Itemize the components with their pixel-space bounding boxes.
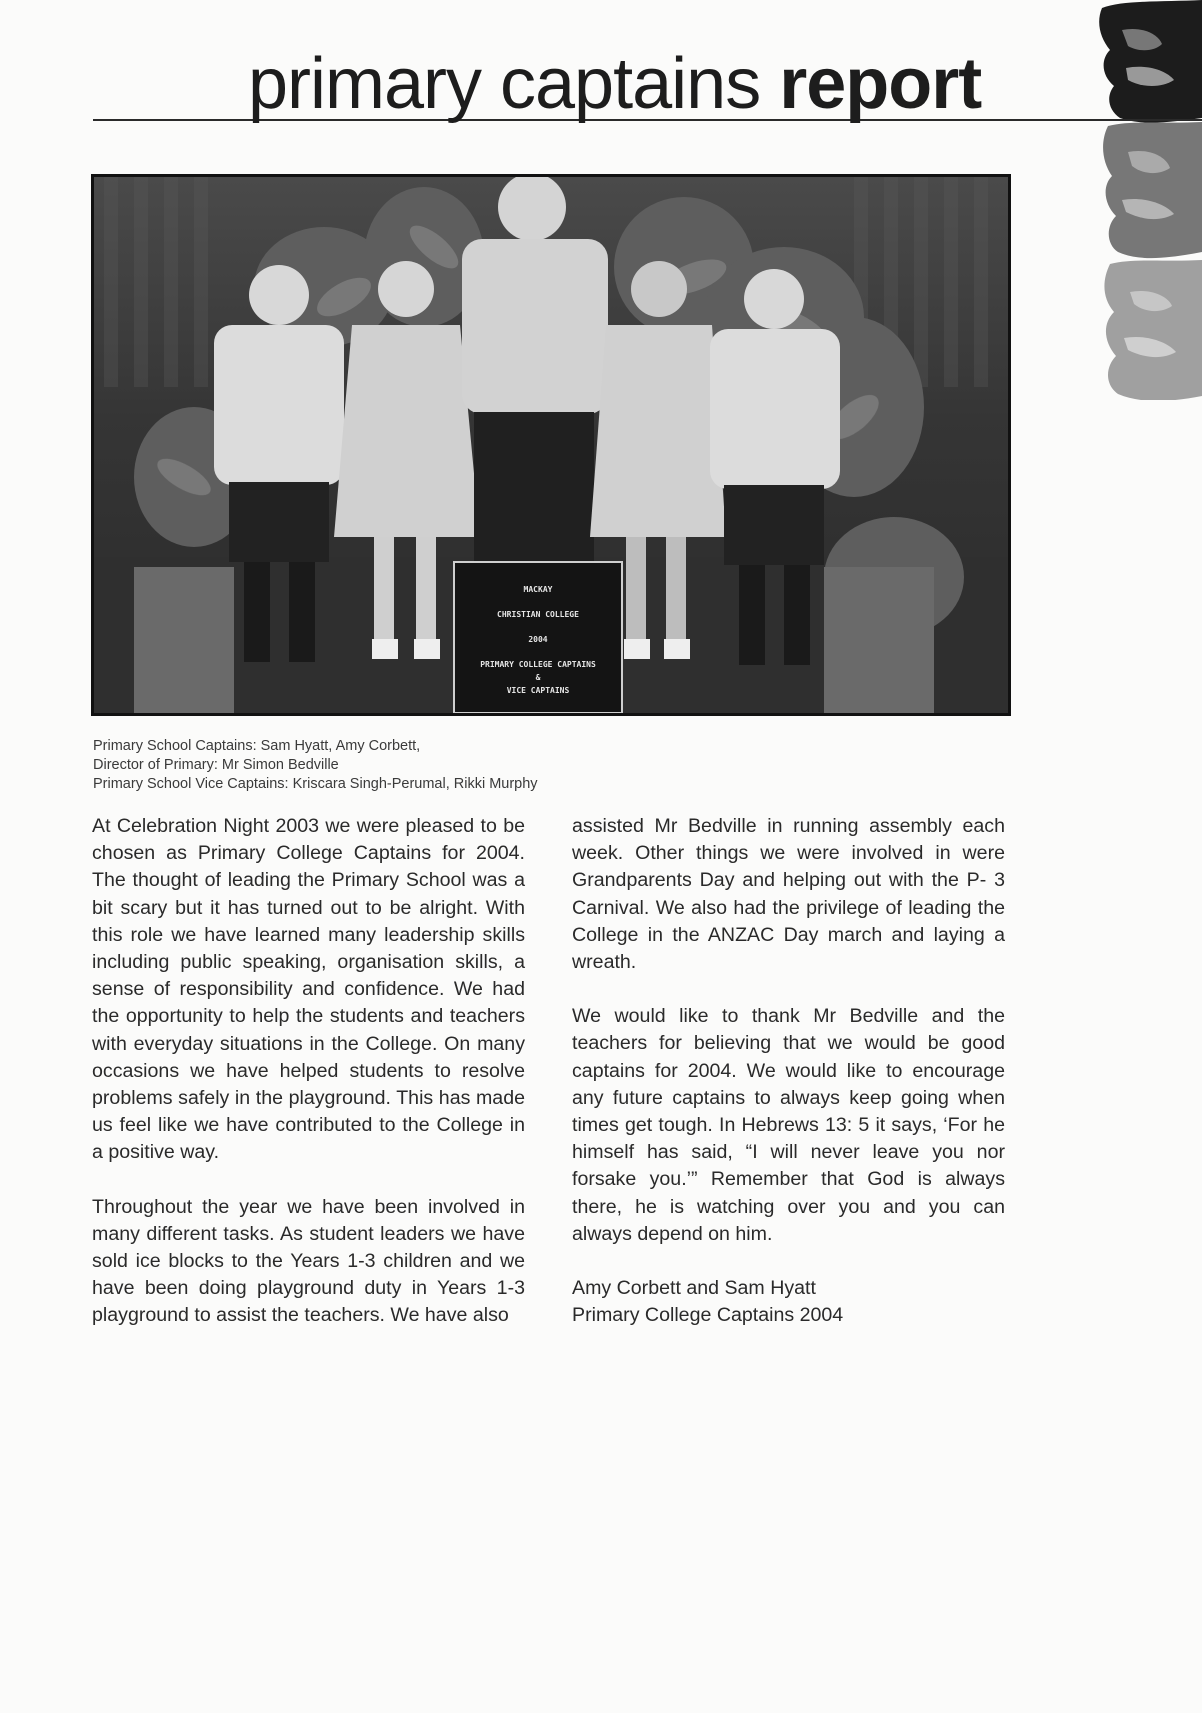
sign-line: MACKAY <box>523 585 553 594</box>
caption-line: Primary School Captains: Sam Hyatt, Amy Corbett, <box>93 738 421 754</box>
sign-line: PRIMARY COLLEGE CAPTAINS <box>480 660 596 669</box>
paragraph: We would like to thank Mr Bedville and the teachers for believing that we would be good captains for 2004. We would like to encourage any future captains to always keep going when times get tough. In Hebrews 13: 5 it says, ‘For he himself has said, “I will never leave you nor forsake you.’” Remember that God is always there, he is watching over you and you can always depend on him. <box>572 1005 1005 1245</box>
signoff-names: Amy Corbett and Sam Hyatt <box>572 1277 816 1300</box>
article-column-left <box>92 813 525 1357</box>
signoff-role: Primary College Captains 2004 <box>572 1304 844 1327</box>
sign-line: CHRISTIAN COLLEGE <box>497 610 579 619</box>
page-title <box>248 44 982 124</box>
paragraph: assisted Mr Bedville in running assembly each week. Other things we were involved in were Grandparents Day and helping out with the P- 3 Carnival. We also had the privilege of leading the College in the ANZAC Day march and laying a wreath. <box>572 815 1005 974</box>
decorative-brush-strips <box>1062 0 1202 400</box>
sign-line: 2004 <box>528 635 548 644</box>
sign-line: & <box>535 673 541 682</box>
caption-line: Primary School Vice Captains: Kriscara Singh-Perumal, Rikki Murphy <box>93 776 538 792</box>
sign-line: VICE CAPTAINS <box>506 686 570 695</box>
title-bold: report <box>779 44 982 124</box>
article-column-right <box>572 813 1005 1329</box>
caption-line: Director of Primary: Mr Simon Bedville <box>93 757 339 773</box>
photo-caption <box>93 737 693 794</box>
group-photo <box>91 174 1011 716</box>
title-light: primary captains <box>248 44 761 124</box>
paragraph: Throughout the year we have been involved in many different tasks. As student leaders we have sold ice blocks to the Years 1-3 children and we have been doing playground duty in Years 1-3 playground to assist the teachers. We have also <box>92 1195 525 1327</box>
paragraph: At Celebration Night 2003 we were pleased to be chosen as Primary College Captains for 2004. The thought of leading the Primary School was a bit scary but it has turned out to be alright. With this role we have learned many leadership skills including public speaking, organisation skills, a sense of responsibility and confidence. We had the opportunity to help the students and teachers with everyday situations in the College. On many occasions we have helped students to resolve problems safely in the playground. This has made us feel like we have contributed to the College in a positive way. <box>92 815 525 1164</box>
signoff <box>572 1275 1005 1329</box>
